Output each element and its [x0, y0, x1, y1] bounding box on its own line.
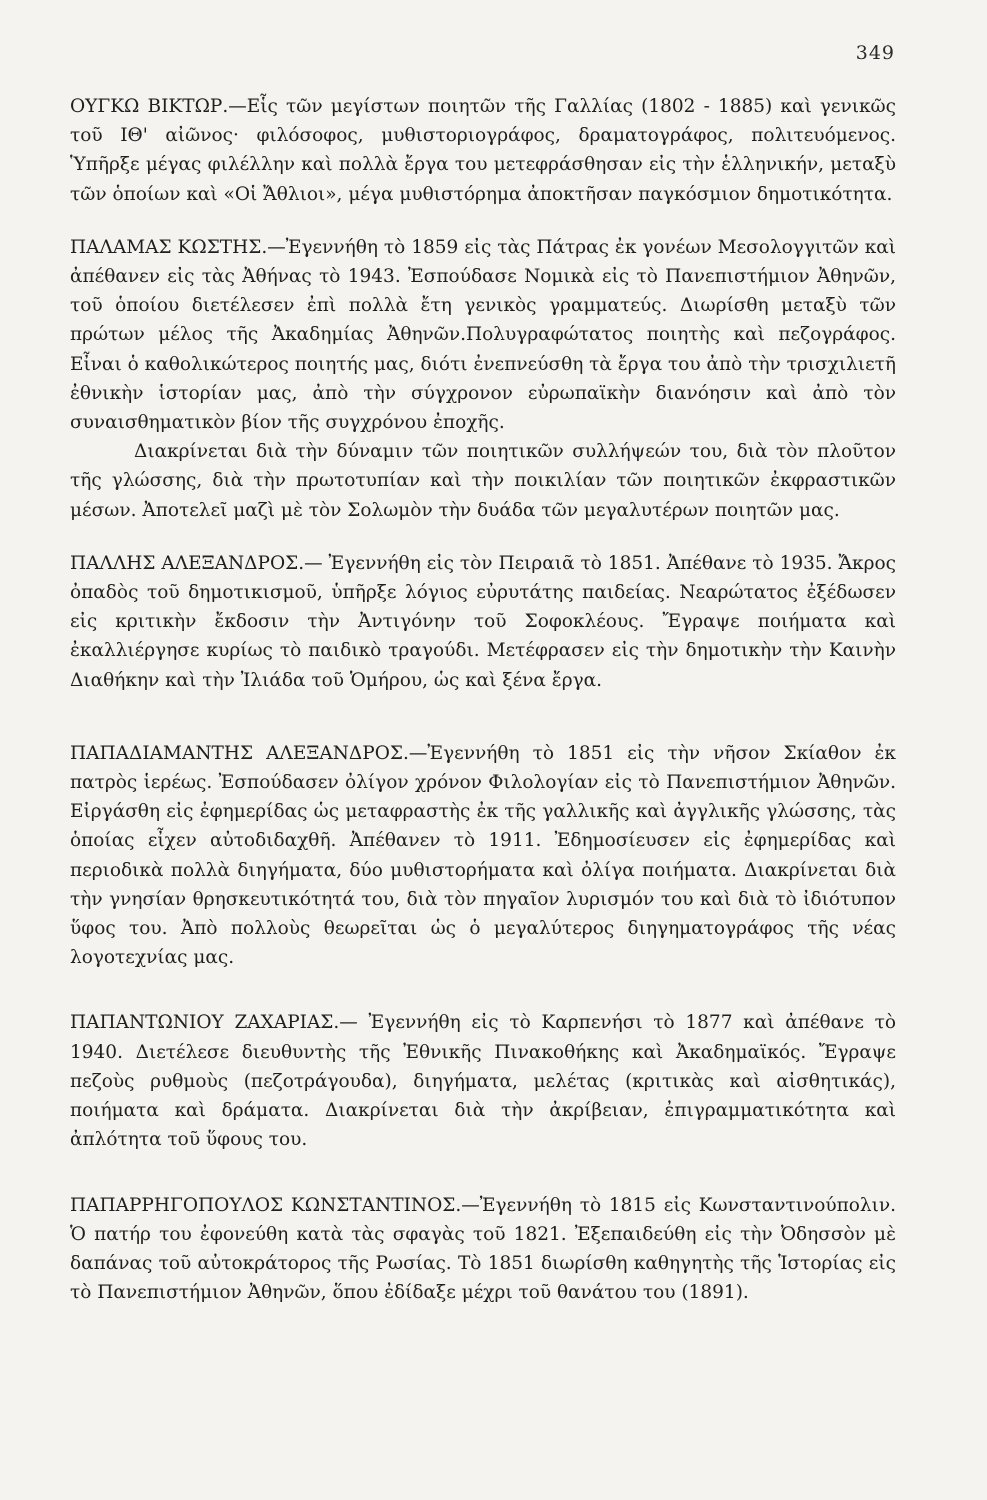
entry-pallis — [70, 549, 896, 695]
entry-palamas — [70, 233, 896, 525]
entry-text: ΠΑΠΑΔΙΑΜΑΝΤΗΣ ΑΛΕΞΑΝΔΡΟΣ.—Ἐγεννήθη τὸ 1851 εἰς τὴν νῆσον Σκίαθον ἐκ πατρὸς ἱερέως. Ἐσπούδασεν ὀλίγον χρόνον Φιλολογίαν εἰς τὸ Πανεπιστήμιον Ἀθηνῶν. Εἰργάσθη εἰς ἐφημερίδας ὡς μεταφραστὴς ἐκ τῆς γαλλικῆς καὶ ἀγγλικῆς γλώσσης, τὰς ὁποίας εἶχεν αὐτοδιδαχθῆ. Ἀπέθανεν τὸ 1911. Ἐδημοσίευσεν εἰς ἐφημερίδας καὶ περιοδικὰ πολλὰ διηγήματα, δύο μυθιστορήματα καὶ ὀλίγα ποιήματα. Διακρίνεται διὰ τὴν γνησίαν θρησκευτικότητά του, διὰ τὸν πηγαῖον λυρισμόν του καὶ διὰ τὸ ἰδιότυπον ὕφος του. Ἀπὸ πολλοὺς θεωρεῖται ὡς ὁ μεγαλύτερος διηγηματογράφος τῆς νέας λογοτεχνίας μας. — [70, 742, 896, 969]
entry-papantoniou — [70, 1008, 896, 1154]
entry-paparrigopoulos — [70, 1191, 896, 1308]
entry-text-second-paragraph: Διακρίνεται διὰ τὴν δύναμιν τῶν ποιητικῶν συλλήψεών του, διὰ τὸν πλοῦτον τῆς γλώσσης, διὰ τὴν πρωτοτυπίαν καὶ τὴν ποικιλίαν τῶν ποιητικῶν ἐκφραστικῶν μέσων. Ἀποτελεῖ μαζὶ μὲ τὸν Σολωμὸν τὴν δυάδα τῶν μεγαλυτέρων ποιητῶν μας. — [70, 441, 896, 521]
entry-hugo — [70, 92, 896, 209]
entry-text: ΠΑΛΑΜΑΣ ΚΩΣΤΗΣ.—Ἐγεννήθη τὸ 1859 εἰς τὰς Πάτρας ἐκ γονέων Μεσολογγιτῶν καὶ ἀπέθανεν εἰς τὰς Ἀθήνας τὸ 1943. Ἐσπούδασε Νομικὰ εἰς τὸ Πανεπιστήμιον Ἀθηνῶν, τοῦ ὁποίου διετέλεσεν ἐπὶ πολλὰ ἔτη γενικὸς γραμματεύς. Διωρίσθη μεταξὺ τῶν πρώτων μέλος τῆς Ἀκαδημίας Ἀθηνῶν.Πολυγραφώτατος ποιητὴς καὶ πεζογράφος. Εἶναι ὁ καθολικώτερος ποιητής μας, διότι ἐνεπνεύσθη τὰ ἔργα του ἀπὸ τὴν τρισχιλιετῆ ἐθνικὴν ἱστορίαν μας, ἀπὸ τὴν σύγχρονον εὐρωπαϊκὴν διανόησιν καὶ ἀπὸ τὸν συναισθηματικὸν βίον τῆς συγχρόνου ἐποχῆς. — [70, 236, 896, 434]
entry-papadiamantis — [70, 739, 896, 973]
entry-text: ΠΑΛΛΗΣ ΑΛΕΞΑΝΔΡΟΣ.— Ἐγεννήθη εἰς τὸν Πειραιᾶ τὸ 1851. Ἀπέθανε τὸ 1935. Ἄκρος ὀπαδὸς τοῦ δημοτικισμοῦ, ὑπῆρξε λόγιος εὐρυτάτης παιδείας. Νεαρώτατος ἐξέδωσεν εἰς κριτικὴν ἔκδοσιν τὴν Ἀντιγόνην τοῦ Σοφοκλέους. Ἔγραψε ποιήματα καὶ ἐκαλλιέργησε κυρίως τὸ παιδικὸ τραγούδι. Μετέφρασεν εἰς τὴν δημοτικὴν τὴν Καινὴν Διαθήκην καὶ τὴν Ἰλιάδα τοῦ Ὁμήρου, ὡς καὶ ξένα ἔργα. — [70, 552, 896, 691]
entry-text: ΠΑΠΑΡΡΗΓΟΠΟΥΛΟΣ ΚΩΝΣΤΑΝΤΙΝΟΣ.—Ἐγεννήθη τὸ 1815 εἰς Κωνσταντινούπολιν. Ὁ πατήρ του ἐφονεύθη κατὰ τὰς σφαγὰς τοῦ 1821. Ἐξεπαιδεύθη εἰς τὴν Ὀδησσὸν μὲ δαπάνας τοῦ αὐτοκράτορος τῆς Ρωσίας. Τὸ 1851 διωρίσθη καθηγητὴς τῆς Ἱστορίας εἰς τὸ Πανεπιστήμιον Ἀθηνῶν, ὅπου ἐδίδαξε μέχρι τοῦ θανάτου του (1891). — [70, 1194, 896, 1304]
entry-text: ΠΑΠΑΝΤΩΝΙΟΥ ΖΑΧΑΡΙΑΣ.— Ἐγεννήθη εἰς τὸ Καρπενήσι τὸ 1877 καὶ ἀπέθανε τὸ 1940. Διετέλεσε διευθυντὴς τῆς Ἐθνικῆς Πινακοθήκης καὶ Ἀκαδημαϊκός. Ἔγραψε πεζοὺς ρυθμοὺς (πεζοτράγουδα), διηγήματα, μελέτας (κριτικὰς καὶ αἰσθητικάς), ποιήματα καὶ δράματα. Διακρίνεται διὰ τὴν ἀκρίβειαν, ἐπιγραμματικότητα καὶ ἀπλότητα τοῦ ὕφους του. — [70, 1012, 896, 1151]
page-number: 349 — [855, 42, 895, 64]
entry-text: ΟΥΓΚΩ ΒΙΚΤΩΡ.—Εἷς τῶν μεγίστων ποιητῶν τῆς Γαλλίας (1802 - 1885) καὶ γενικῶς τοῦ ΙΘ' αἰῶνος· φιλόσοφος, μυθιστοριογράφος, δραματογράφος, πολιτευόμενος. Ὑπῆρξε μέγας φιλέλλην καὶ πολλὰ ἔργα του μετεφράσθησαν εἰς τὴν ἑλληνικήν, μεταξὺ τῶν ὁποίων καὶ «Οἱ Ἄθλιοι», μέγα μυθιστόρημα ἀποκτῆσαν παγκόσμιον δημοτικότητα. — [70, 96, 896, 205]
entries-list — [70, 92, 896, 1331]
